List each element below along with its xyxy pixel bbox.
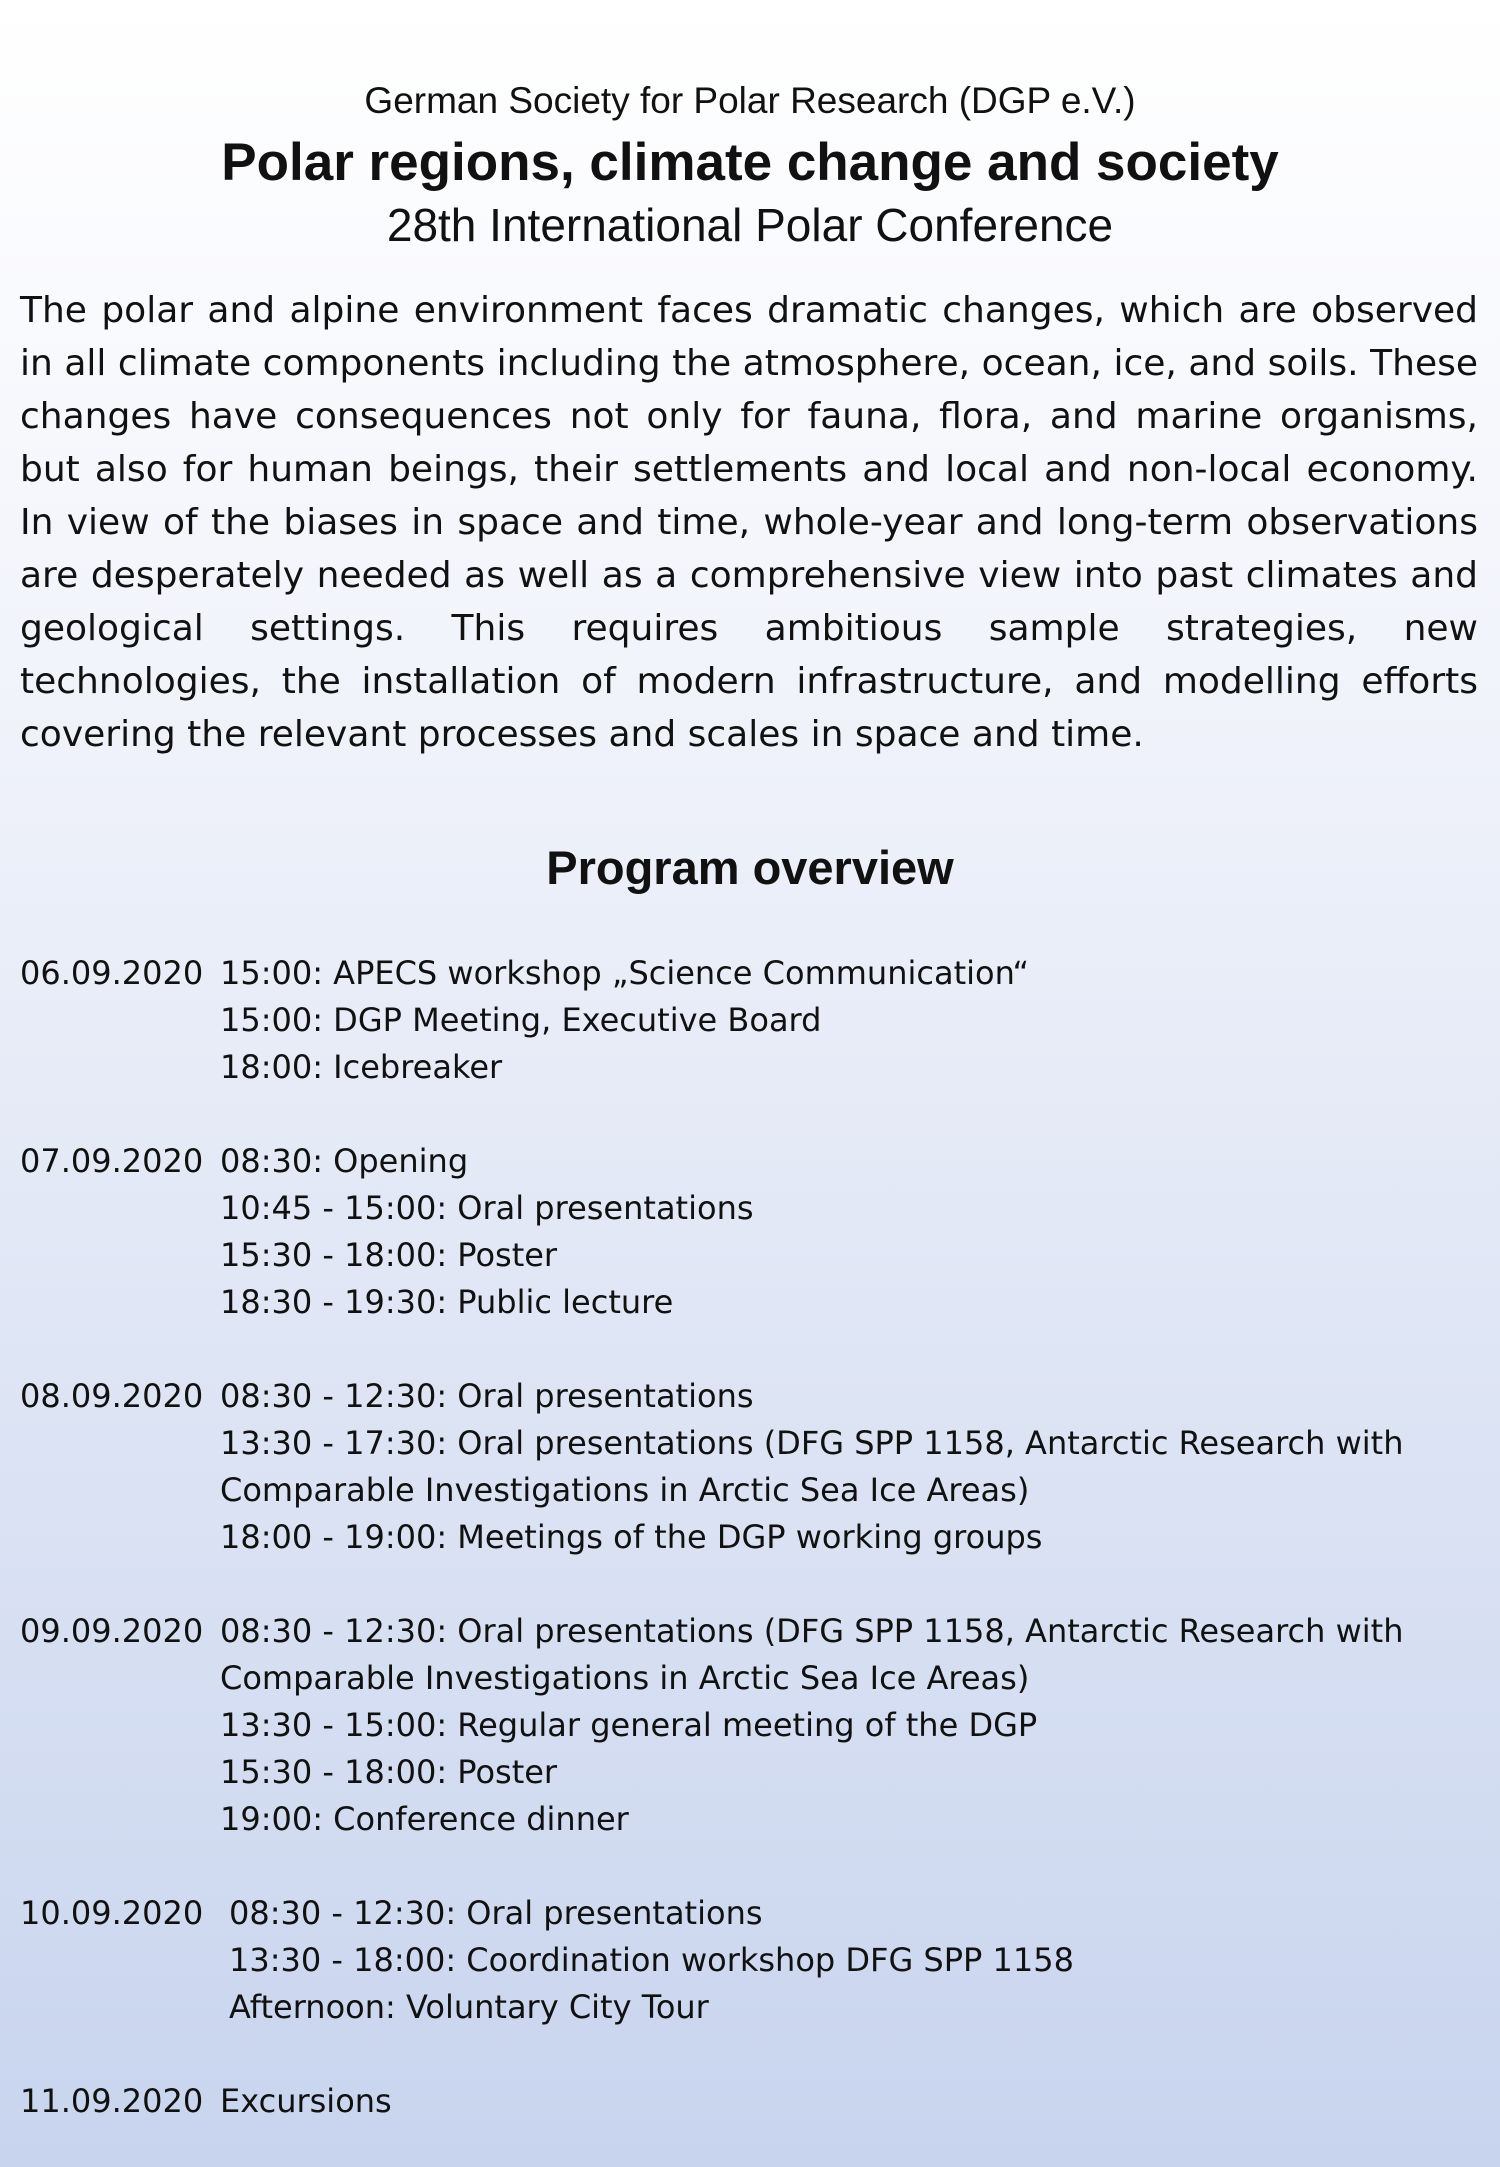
day-entries	[220, 1608, 1480, 1843]
program-title: Program overview	[546, 841, 954, 894]
day-date: 08.09.2020	[20, 1377, 204, 1415]
schedule-entry: 08:30 - 12:30: Oral presentations (DFG SPP 1158, Antarctic Research with Comparable Investigations in Arctic Sea Ice Areas)	[220, 1612, 1404, 1697]
day-date: 10.09.2020	[20, 1894, 204, 1932]
day-date: 09.09.2020	[20, 1612, 204, 1650]
schedule-entry: Excursions	[220, 2082, 392, 2120]
schedule-entry: Afternoon: Voluntary City Tour	[229, 1988, 709, 2026]
day-entries	[220, 1138, 1480, 1326]
schedule-day	[20, 2078, 1480, 2125]
organization-name: German Society for Polar Research (DGP e.V.)	[364, 80, 1136, 121]
schedule-entry: 15:30 - 18:00: Poster	[220, 1753, 558, 1791]
schedule-day	[20, 1138, 1480, 1326]
conference-title: Polar regions, climate change and society	[221, 133, 1279, 192]
day-entries	[220, 1373, 1480, 1561]
schedule-entry: 18:00 - 19:00: Meetings of the DGP working groups	[220, 1518, 1043, 1556]
schedule-entry: 08:30 - 12:30: Oral presentations	[229, 1894, 763, 1932]
schedule-entry: 08:30: Opening	[220, 1142, 469, 1180]
schedule-entry: 15:00: APECS workshop „Science Communication“	[220, 954, 1030, 992]
schedule-entry: 13:30 - 18:00: Coordination workshop DFG SPP 1158	[229, 1941, 1074, 1979]
schedule-entry: 13:30 - 15:00: Regular general meeting of the DGP	[220, 1706, 1038, 1744]
schedule-entry: 15:00: DGP Meeting, Executive Board	[220, 1001, 822, 1039]
schedule-day	[20, 950, 1480, 1091]
conference-subtitle: 28th International Polar Conference	[386, 199, 1114, 251]
schedule-entry: 19:00: Conference dinner	[220, 1800, 629, 1838]
day-entries	[229, 1890, 1480, 2031]
schedule-entry: 10:45 - 15:00: Oral presentations	[220, 1189, 754, 1227]
schedule-entry: 13:30 - 17:30: Oral presentations (DFG SPP 1158, Antarctic Research with Comparable Investigations in Arctic Sea Ice Areas)	[220, 1424, 1404, 1509]
schedule-entry: 15:30 - 18:00: Poster	[220, 1236, 558, 1274]
day-entries	[220, 2078, 1480, 2125]
day-date: 07.09.2020	[20, 1142, 204, 1180]
day-entries	[220, 950, 1480, 1091]
day-date: 11.09.2020	[20, 2082, 204, 2120]
intro-paragraph: The polar and alpine environment faces dramatic changes, which are observed in all climate components including the atmosphere, ocean, ice, and soils. These changes have consequences not only for fauna, flora, and marine organisms, but also for human beings, their settlements and local and non-local economy. In view of the biases in space and time, whole-year and long-term observations are desperately needed as well as a comprehensive view into past climates and geological settings. This requires ambitious sample strategies, new technologies, the installation of modern infrastructure, and modelling efforts covering the relevant processes and scales in space and time.	[20, 290, 1478, 755]
program-schedule	[20, 950, 1480, 2125]
schedule-entry: 18:30 - 19:30: Public lecture	[220, 1283, 674, 1321]
schedule-day	[20, 1890, 1480, 2031]
schedule-day	[20, 1373, 1480, 1561]
schedule-day	[20, 1608, 1480, 1843]
day-date: 06.09.2020	[20, 954, 204, 992]
schedule-entry: 08:30 - 12:30: Oral presentations	[220, 1377, 754, 1415]
schedule-entry: 18:00: Icebreaker	[220, 1048, 503, 1086]
